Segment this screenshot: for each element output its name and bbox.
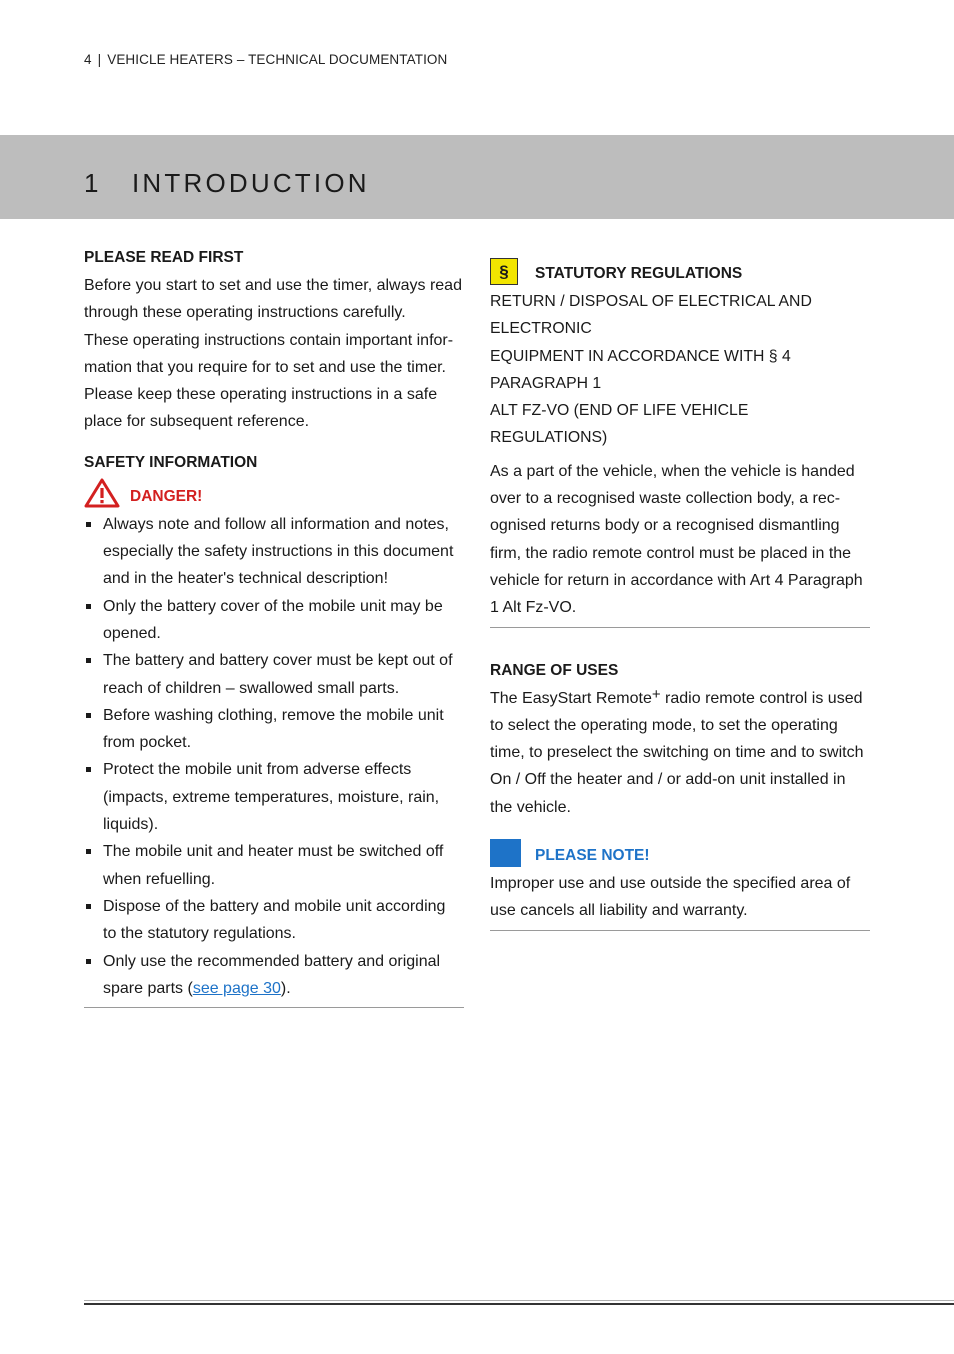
bullet-line: Only the battery cover of the mobile unit may be xyxy=(103,597,443,615)
body-line: time, to preselect the switching on time and to switch xyxy=(490,744,864,762)
list-item xyxy=(84,593,464,648)
paragraph-sign-icon: § xyxy=(490,258,518,285)
text-run: radio remote control is used xyxy=(660,689,863,707)
please-note-section xyxy=(490,834,870,931)
bullet-line: The battery and battery cover must be kept out of xyxy=(103,652,453,670)
list-item xyxy=(84,838,464,893)
range-of-uses-section xyxy=(490,660,870,821)
page-number: 4 xyxy=(84,52,92,67)
bullet-line: opened. xyxy=(103,624,161,642)
document-title: VEHICLE HEATERS – TECHNICAL DOCUMENTATION xyxy=(107,52,448,67)
body-line: As a part of the vehicle, when the vehicle is handed xyxy=(490,462,855,480)
range-of-uses-heading: RANGE OF USES xyxy=(490,661,619,679)
body-line: mation that you require for to set and use the timer. xyxy=(84,358,446,376)
bullet-line: reach of children – swallowed small parts. xyxy=(103,679,400,697)
statutory-section xyxy=(490,253,870,628)
list-item xyxy=(84,948,464,1003)
body-line: firm, the radio remote control must be placed in the xyxy=(490,544,852,562)
body-line: 1 Alt Fz-VO. xyxy=(490,599,577,617)
bullet-line: from pocket. xyxy=(103,734,192,752)
bullet-line: Before washing clothing, remove the mobile unit xyxy=(103,706,444,724)
body-line: place for subsequent reference. xyxy=(84,413,310,431)
section-divider xyxy=(490,930,870,931)
body-line: On / Off the heater and / or add-on unit installed in xyxy=(490,771,846,789)
body-line: Before you start to set and use the timer, always read xyxy=(84,277,462,294)
list-item xyxy=(84,756,464,838)
bullet-line: especially the safety instructions in this document xyxy=(103,543,454,561)
statutory-body xyxy=(490,458,870,622)
danger-label: DANGER! xyxy=(130,487,203,505)
text-run: The EasyStart Remote xyxy=(490,689,652,707)
danger-callout xyxy=(84,474,464,508)
please-read-first-body xyxy=(84,272,464,436)
please-read-first-section xyxy=(84,247,464,436)
body-line: These operating instructions contain important infor- xyxy=(84,331,454,349)
bullet-line: to the statutory regulations. xyxy=(103,925,296,943)
body-line: Improper use and use outside the specified area of xyxy=(490,875,851,893)
bullet-line: spare parts ( xyxy=(103,979,193,997)
right-column xyxy=(490,253,870,931)
bullet-line: Dispose of the battery and mobile unit according xyxy=(103,897,446,915)
bullet-line: The mobile unit and heater must be switched off xyxy=(103,843,444,861)
body-line xyxy=(490,685,870,712)
footer-rule xyxy=(84,1303,954,1305)
subheading-line: ALT FZ-VO (END OF LIFE VEHICLE REGULATIONS) xyxy=(490,402,749,447)
safety-bullet-list xyxy=(84,511,464,1002)
body-line: ognised returns body or a recognised dismantling xyxy=(490,517,840,535)
chapter-title xyxy=(84,168,370,199)
plus-superscript: + xyxy=(651,685,661,703)
bullet-line: (impacts, extreme temperatures, moisture, rain, xyxy=(103,788,440,806)
bullet-line: when refuelling. xyxy=(103,870,216,888)
please-note-label: PLEASE NOTE! xyxy=(535,847,650,865)
please-note-callout xyxy=(490,834,870,867)
body-line: the vehicle. xyxy=(490,798,571,816)
header-separator: | xyxy=(97,52,102,67)
bullet-line-end: ). xyxy=(280,979,291,997)
footer-rule-thin xyxy=(84,1300,954,1301)
body-line: to select the operating mode, to set the operating xyxy=(490,716,838,734)
list-item xyxy=(84,511,464,593)
statutory-heading: STATUTORY REGULATIONS xyxy=(535,265,743,282)
chapter-name: INTRODUCTION xyxy=(132,168,370,198)
safety-section xyxy=(84,452,464,1008)
please-note-body xyxy=(490,870,870,925)
chapter-number: 1 xyxy=(84,168,102,198)
section-divider xyxy=(84,1007,464,1008)
safety-heading: SAFETY INFORMATION xyxy=(84,453,258,471)
statutory-subheading xyxy=(490,288,870,452)
statutory-callout xyxy=(490,253,870,285)
left-column xyxy=(84,247,464,1008)
range-of-uses-body xyxy=(490,685,870,821)
subheading-line: RETURN / DISPOSAL OF ELECTRICAL AND ELECTRONIC xyxy=(490,293,812,338)
please-read-first-heading: PLEASE READ FIRST xyxy=(84,249,244,266)
warning-triangle-icon xyxy=(84,478,120,508)
bullet-line: Protect the mobile unit from adverse effects xyxy=(103,761,412,779)
bullet-line: Only use the recommended battery and original xyxy=(103,952,441,970)
body-line: Please keep these operating instructions in a safe xyxy=(84,386,438,404)
body-line: over to a recognised waste collection body, a rec- xyxy=(490,490,841,508)
subheading-line: EQUIPMENT IN ACCORDANCE WITH § 4 PARAGRAPH 1 xyxy=(490,347,791,392)
bullet-line: and in the heater's technical description! xyxy=(103,570,389,588)
see-page-30-link[interactable]: see page 30 xyxy=(192,979,281,997)
list-item xyxy=(84,647,464,702)
list-item xyxy=(84,893,464,948)
body-line: through these operating instructions carefully. xyxy=(84,304,406,322)
list-item xyxy=(84,702,464,757)
bullet-line: liquids). xyxy=(103,816,159,834)
section-divider xyxy=(490,627,870,628)
body-line: vehicle for return in accordance with Art 4 Paragraph xyxy=(490,571,863,589)
body-line: use cancels all liability and warranty. xyxy=(490,902,748,920)
note-square-icon xyxy=(490,839,521,867)
running-header xyxy=(84,52,447,67)
bullet-line: Always note and follow all information and notes, xyxy=(103,515,449,533)
